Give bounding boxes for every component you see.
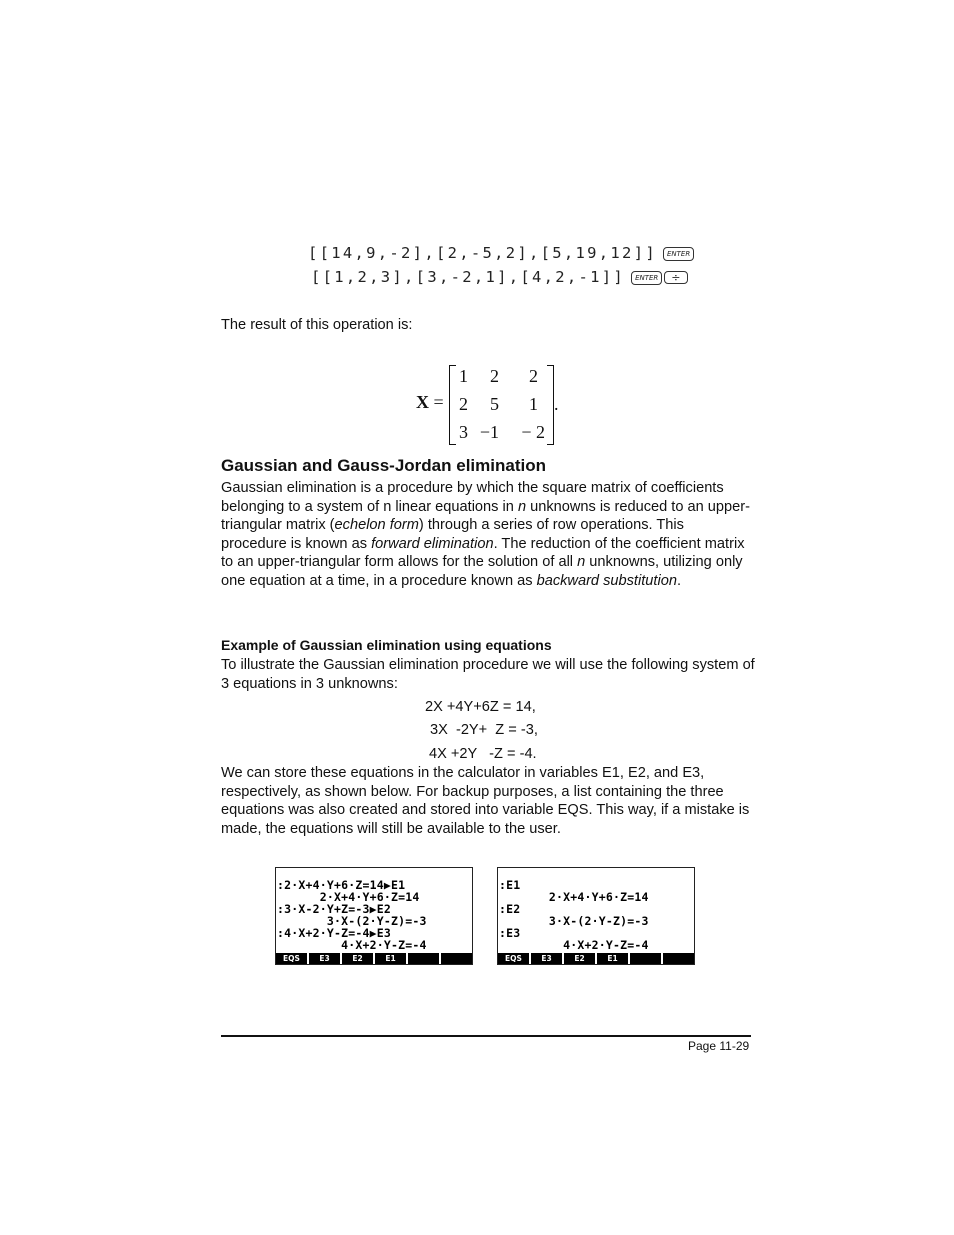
paragraph-text: unknowns is reduced to an upper-triangular matrix ( <box>221 498 750 534</box>
matrix-input-text: [[1,2,3],[3,-2,1],[4,2,-1]] <box>311 268 626 286</box>
screen-line: :E3 <box>499 926 521 940</box>
example-subheading: Example of Gaussian elimination using equations <box>221 637 552 653</box>
equation-3: 4X +2Y -Z = -4. <box>429 746 537 762</box>
softkey-e2: E2 <box>564 953 597 964</box>
softkey-e1: E1 <box>375 953 408 964</box>
softkey-blank <box>630 953 663 964</box>
matrix-cell: 2 <box>529 366 538 386</box>
matrix-cell: 2 <box>490 366 499 386</box>
softkey-blank <box>663 953 694 964</box>
calculator-screen-2 <box>497 867 695 965</box>
matrix-cell: 3 <box>459 422 468 442</box>
matrix-input-line-1 <box>308 244 694 262</box>
italic-term: n <box>517 498 527 515</box>
italic-term: forward elimination <box>371 535 494 552</box>
italic-term: n <box>577 554 586 571</box>
matrix-cell: 5 <box>490 394 499 414</box>
italic-term: backward substitution <box>536 572 677 589</box>
matrix-input-line-2 <box>311 268 688 286</box>
matrix-input-text: [[14,9,-2],[2,-5,2],[5,19,12]] <box>308 244 657 262</box>
softkey-blank <box>408 953 441 964</box>
italic-term: echelon form <box>334 517 419 534</box>
softkey-menu <box>498 953 694 964</box>
screen-line: 2·X+4·Y+6·Z=14 <box>277 890 420 904</box>
matrix-trailing-period: . <box>554 394 559 414</box>
matrix-cell: 1 <box>459 366 468 386</box>
enter-key-icon: ENTER <box>631 271 662 285</box>
paragraph-text: unknowns, utilizing only one equation at a time, in a procedure known as <box>221 554 743 589</box>
paragraph-text: . The reduction of the coefficient matrix to an upper-triangular form allows for the solution of all <box>221 535 745 571</box>
gaussian-paragraph <box>221 479 751 591</box>
footer-rule <box>221 1035 751 1037</box>
result-matrix <box>414 363 564 445</box>
divide-key-icon: ÷ <box>664 271 687 284</box>
softkey-e3: E3 <box>309 953 342 964</box>
screen-line: 3·X-(2·Y-Z)=-3 <box>499 914 649 928</box>
screen-line: :4·X+2·Y-Z=-4▶E3 <box>277 926 391 940</box>
equation-1: 2X +4Y+6Z = 14, <box>425 699 536 715</box>
enter-key-icon: ENTER <box>663 247 694 261</box>
matrix-cell: 2 <box>459 394 468 414</box>
page-number: Page 11-29 <box>688 1039 750 1053</box>
screen-line: 4·X+2·Y-Z=-4 <box>277 938 427 952</box>
matrix-variable: X <box>416 392 429 412</box>
matrix-cell: −1 <box>479 422 499 442</box>
softkey-e1: E1 <box>597 953 630 964</box>
equals-sign: = <box>433 392 444 412</box>
matrix-cell: − 2 <box>521 422 545 442</box>
screen-line: :E2 <box>499 902 521 916</box>
softkey-eqs: EQS <box>498 953 531 964</box>
paragraph-text: ) through a series of row operations. This procedure is known as <box>221 517 684 552</box>
right-bracket <box>547 365 554 445</box>
section-heading: Gaussian and Gauss-Jordan elimination <box>221 456 546 475</box>
screen-line: 3·X-(2·Y-Z)=-3 <box>277 914 427 928</box>
screen-line: :3·X-2·Y+Z=-3▶E2 <box>277 902 391 916</box>
screen-line: 4·X+2·Y-Z=-4 <box>499 938 649 952</box>
matrix-cell: 1 <box>529 394 538 414</box>
equation-2: 3X -2Y+ Z = -3, <box>430 722 538 738</box>
result-intro: The result of this operation is: <box>221 317 413 333</box>
paragraph-text: . <box>676 572 681 589</box>
softkey-blank <box>441 953 472 964</box>
storage-paragraph: We can store these equations in the calculator in variables E1, E2, and E3, respectively, as shown below. For backup purposes, a list containing the three equations was also created and stored into variable EQS. This way, if a mistake is made, the equations will still be available to the user. <box>221 765 750 837</box>
screen-line: :E1 <box>499 878 521 892</box>
softkey-eqs: EQS <box>276 953 309 964</box>
softkey-menu <box>276 953 472 964</box>
screen-line: :2·X+4·Y+6·Z=14▶E1 <box>277 878 406 892</box>
screen-line: 2·X+4·Y+6·Z=14 <box>499 890 649 904</box>
softkey-e3: E3 <box>531 953 564 964</box>
example-intro: To illustrate the Gaussian elimination procedure we will use the following system of 3 equations in 3 unknowns: <box>221 657 755 692</box>
calculator-screen-1 <box>275 867 473 965</box>
paragraph-text: Gaussian elimination is a procedure by which the square matrix of coefficients belonging to a system of n linear equations in <box>221 480 724 515</box>
softkey-e2: E2 <box>342 953 375 964</box>
